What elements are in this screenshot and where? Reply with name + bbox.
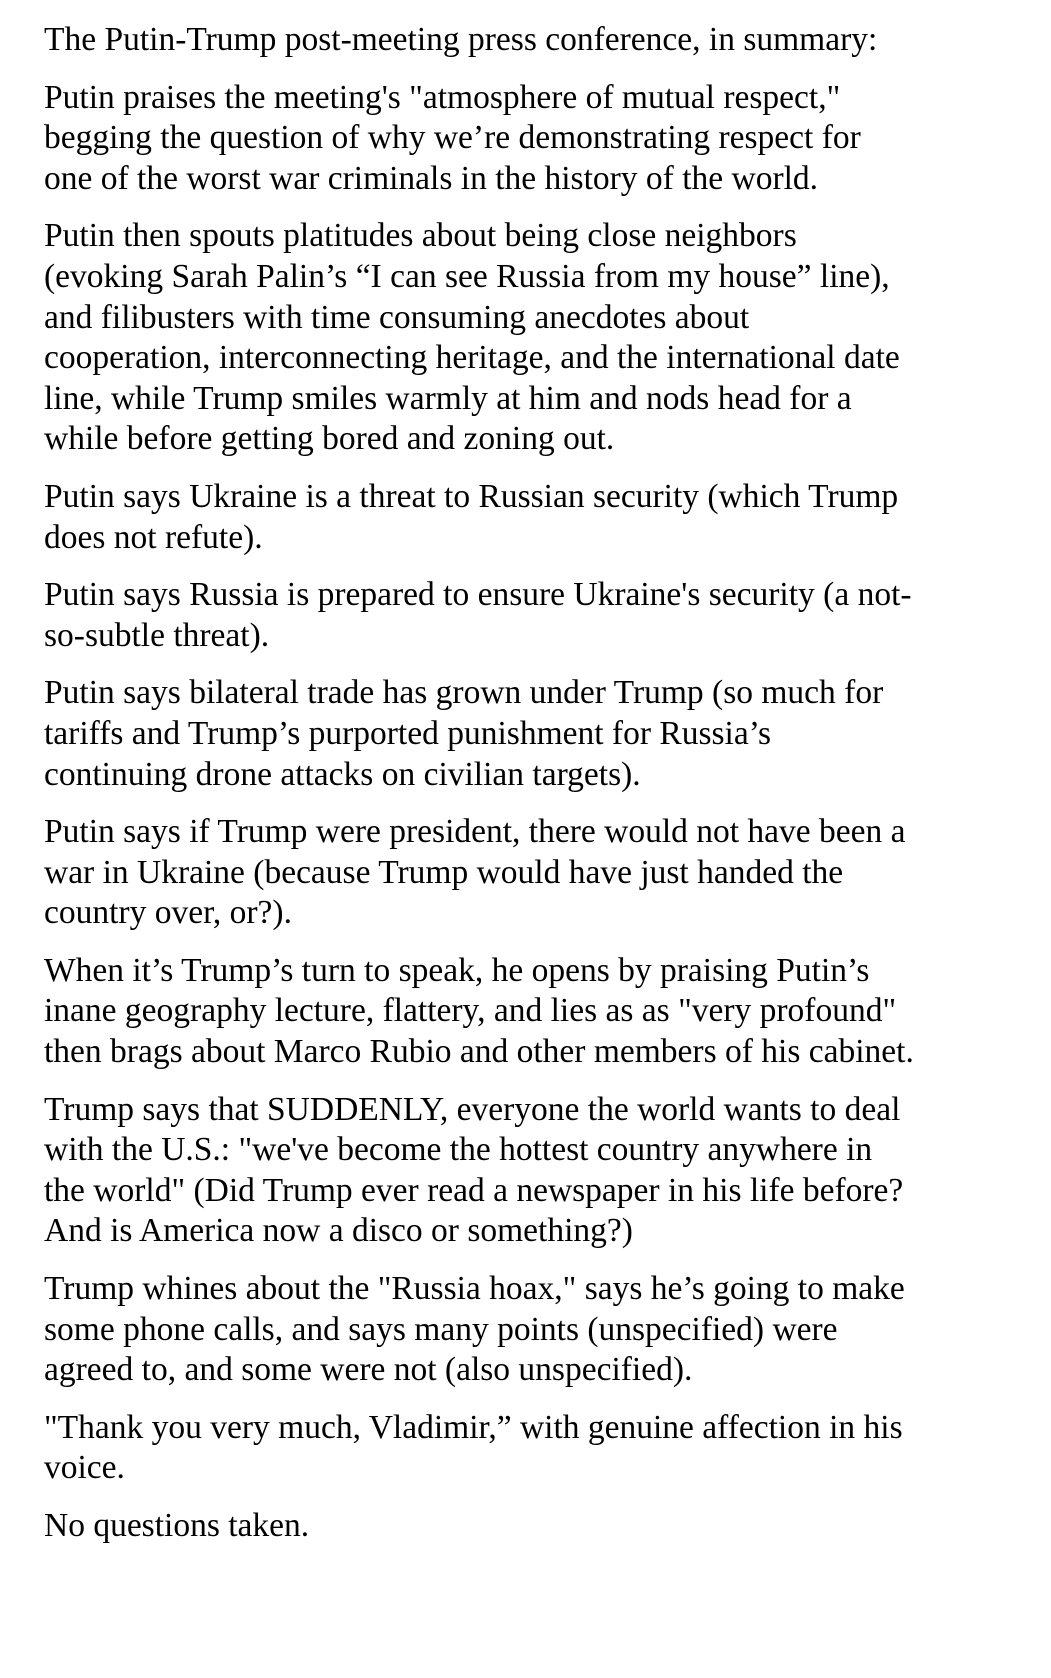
paragraph-no-questions: No questions taken. — [44, 1507, 310, 1544]
document-heading: The Putin-Trump post-meeting press conference, in summary: — [44, 21, 878, 58]
paragraph-ukraine-security: Putin says Russia is prepared to ensure Ukraine's security (a not- so-subtle threat). — [44, 576, 912, 654]
paragraph-thank-you: "Thank you very much, Vladimir,” with genuine affection in his voice. — [44, 1408, 903, 1487]
paragraph-no-war: Putin says if Trump were president, there would not have been a war in Ukraine (because Trump would have just handed the country over, or?). — [44, 813, 906, 932]
paragraph-mutual-respect: Putin praises the meeting's "atmosphere of mutual respect," begging the question of why we’re demonstrating respect for one of the worst war criminals in the history of the world. — [44, 78, 861, 197]
paragraph-trump-turn: When it’s Trump’s turn to speak, he opens by praising Putin’s inane geography lecture, flattery, and lies as as "very profound" then brags about Marco Rubio and other members of his cabinet. — [44, 951, 914, 1071]
paragraph-ukraine-threat: Putin says Ukraine is a threat to Russian security (which Trump does not refute). — [44, 477, 899, 556]
paragraph-hottest-country: Trump says that SUDDENLY, everyone the world wants to deal with the U.S.: "we've become the hottest country anywhere in the world" (Did Trump ever read a newspaper in his life before? And is America now a disco or something?) — [44, 1090, 904, 1250]
paragraph-russia-hoax: Trump whines about the "Russia hoax," says he’s going to make some phone calls, and says many points (unspecified) were agreed to, and some were not (also unspecified). — [44, 1270, 905, 1389]
paragraph-close-neighbors: Putin then spouts platitudes about being close neighbors (evoking Sarah Palin’s “I can see Russia from my house” line), and filibusters with time consuming anecdotes about cooperation, interconnecting heritage, and the international date line, while Trump smiles warmly at him and nods head for a while before getting bored and zoning out. — [44, 217, 900, 458]
document-body — [44, 20, 1034, 1564]
paragraph-bilateral-trade: Putin says bilateral trade has grown under Trump (so much for tariffs and Trump’s purported punishment for Russia’s continuing drone attacks on civilian targets). — [44, 674, 884, 793]
